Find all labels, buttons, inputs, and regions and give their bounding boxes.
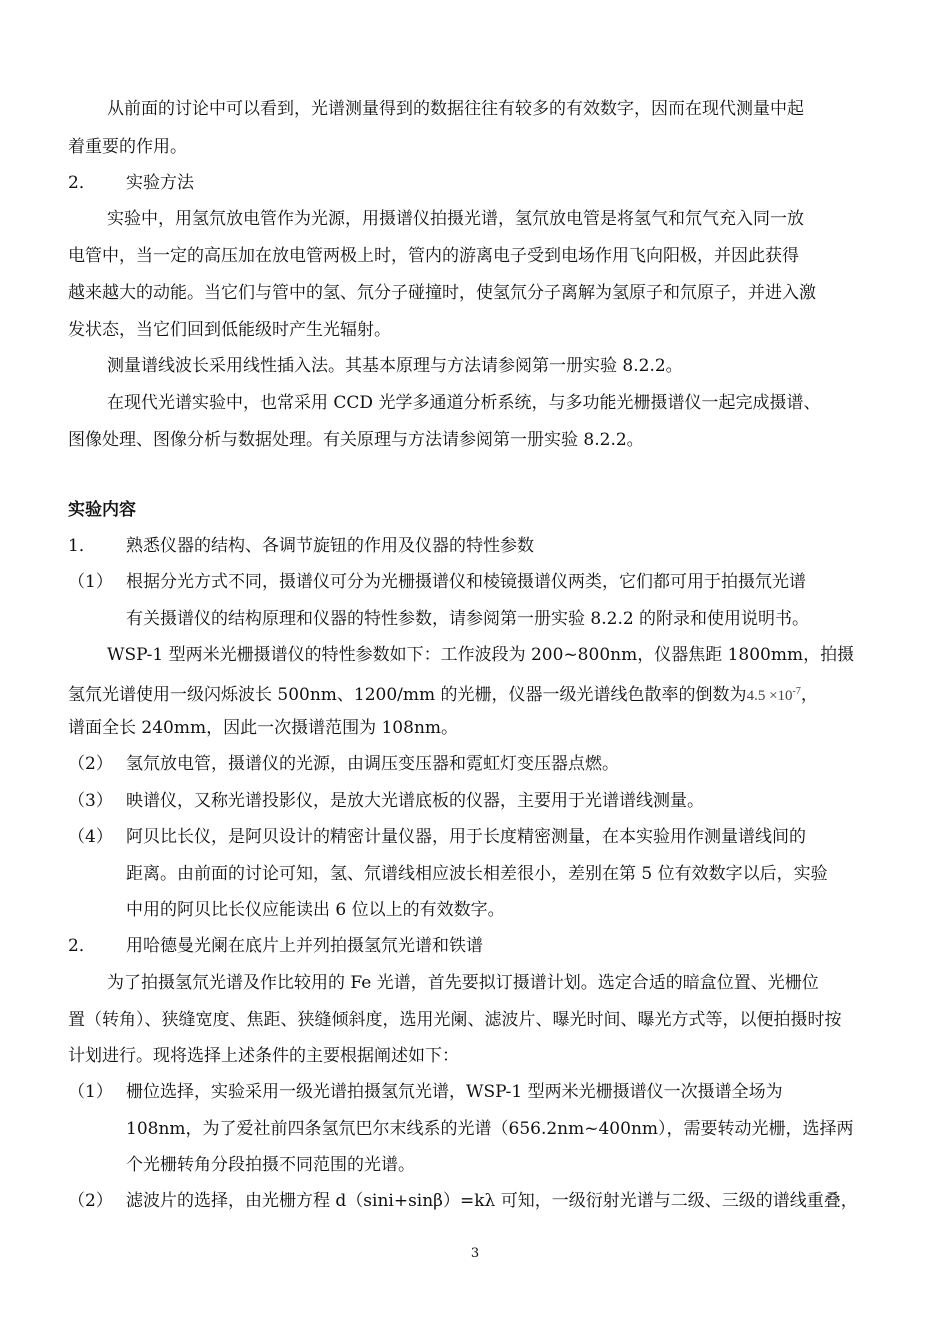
s2-i1-line-2: 108nm，为了爱社前四条氢氘巴尔末线系的光谱（656.2nm~400nm），需要转动光栅，选择两 xyxy=(126,1119,854,1139)
dispersion-formula xyxy=(747,688,801,704)
s2-p-line-3: 计划进行。现将选择上述条件的主要根据阐述如下： xyxy=(68,1046,459,1066)
formula-exponent: -7 xyxy=(792,686,801,697)
section-heading-method: 实验方法 xyxy=(126,173,194,193)
wsp-line-1: WSP-1 型两米光栅摄谱仪的特性参数如下：工作波段为 200~800nm，仪器焦距 1800mm，拍摄 xyxy=(107,645,855,665)
item-label: （1） xyxy=(68,1082,113,1102)
s2-p-line-2: 置（转角）、狭缝宽度、焦距、狭缝倾斜度，选用光阑、滤波片、曝光时间、曝光方式等，以便拍摄时按 xyxy=(68,1010,842,1030)
method-p3-line-1: 在现代光谱实验中，也常采用 CCD 光学多通道分析系统，与多功能光栅摄谱仪一起完成摄谱、 xyxy=(107,393,821,413)
s1-i2-text: 氢氘放电管，摄谱仪的光源，由调压变压器和霓虹灯变压器点燃。 xyxy=(126,754,619,774)
section-number: 2． xyxy=(68,173,96,193)
intro-line-2: 着重要的作用。 xyxy=(68,137,187,157)
s1-i4-line-1: 阿贝比长仪，是阿贝设计的精密计量仪器，用于长度精密测量，在本实验用作测量谱线间的 xyxy=(126,827,806,847)
s2-i1-line-1: 栅位选择，实验采用一级光谱拍摄氢氘光谱，WSP-1 型两米光栅摄谱仪一次摄谱全场为 xyxy=(126,1082,783,1102)
section-heading-content: 实验内容 xyxy=(68,500,136,520)
s2-i1-line-3: 个光栅转角分段拍摄不同范围的光谱。 xyxy=(126,1155,415,1175)
s1-i4-line-2: 距离。由前面的讨论可知，氢、氘谱线相应波长相差很小，差别在第 5 位有效数字以后，实验 xyxy=(126,864,828,884)
wsp-line-3: 谱面全长 240mm，因此一次摄谱范围为 108nm。 xyxy=(68,718,459,738)
method-p1-line-2: 电管中，当一定的高压加在放电管两极上时，管内的游离电子受到电场作用飞向阳极，并因此获得 xyxy=(68,246,799,266)
subsection-title-1: 熟悉仪器的结构、各调节旋钮的作用及仪器的特性参数 xyxy=(126,536,534,556)
subsection-number-2: 2． xyxy=(68,936,96,956)
s1-i4-line-3: 中用的阿贝比长仪应能读出 6 位以上的有效数字。 xyxy=(126,900,505,920)
intro-line-1: 从前面的讨论中可以看到，光谱测量得到的数据往往有较多的有效数字，因而在现代测量中起 xyxy=(107,99,804,119)
item-label: （4） xyxy=(68,827,113,847)
item-label: （2） xyxy=(68,754,113,774)
s2-p-line-1: 为了拍摄氢氘光谱及作比较用的 Fe 光谱，首先要拟订摄谱计划。选定合适的暗盒位置、光栅位 xyxy=(107,973,819,993)
item-label: （2） xyxy=(68,1191,113,1211)
item-label: （3） xyxy=(68,791,113,811)
subsection-title-2: 用哈德曼光阑在底片上并列拍摄氢氘光谱和铁谱 xyxy=(126,936,483,956)
wsp-line-2-end: ， xyxy=(800,685,818,705)
wsp-line-2 xyxy=(68,681,818,707)
wsp-line-2-text: 氢氘光谱使用一级闪烁波长 500nm、1200/mm 的光栅，仪器一级光谱线色散率的倒数为 xyxy=(68,685,747,705)
item-label: （1） xyxy=(68,572,113,592)
page-number: 3 xyxy=(470,1246,480,1261)
method-p1-line-4: 发状态，当它们回到低能级时产生光辐射。 xyxy=(68,320,391,340)
method-p3-line-2: 图像处理、图像分析与数据处理。有关原理与方法请参阅第一册实验 8.2.2。 xyxy=(68,430,644,450)
method-p2: 测量谱线波长采用线性插入法。其基本原理与方法请参阅第一册实验 8.2.2。 xyxy=(107,356,683,376)
method-p1-line-1: 实验中，用氢氘放电管作为光源，用摄谱仪拍摄光谱，氢氘放电管是将氢气和氘气充入同一放 xyxy=(107,209,804,229)
formula-base: 4.5 ×10 xyxy=(746,688,793,704)
method-p1-line-3: 越来越大的动能。当它们与管中的氢、氘分子碰撞时，使氢氘分子离解为氢原子和氘原子，并进入激 xyxy=(68,283,816,303)
s2-i2-text: 滤波片的选择，由光栅方程 d（sini+sinβ）=kλ 可知，一级衍射光谱与二级、三级的谱线重叠， xyxy=(126,1191,858,1211)
s1-i3-text: 映谱仪，又称光谱投影仪，是放大光谱底板的仪器，主要用于光谱谱线测量。 xyxy=(126,791,704,811)
s1-i1-line-2: 有关摄谱仪的结构原理和仪器的特性参数，请参阅第一册实验 8.2.2 的附录和使用说明书。 xyxy=(126,609,810,629)
subsection-number-1: 1． xyxy=(68,536,96,556)
s1-i1-line-1: 根据分光方式不同，摄谱仪可分为光栅摄谱仪和棱镜摄谱仪两类，它们都可用于拍摄氘光谱 xyxy=(126,572,806,592)
